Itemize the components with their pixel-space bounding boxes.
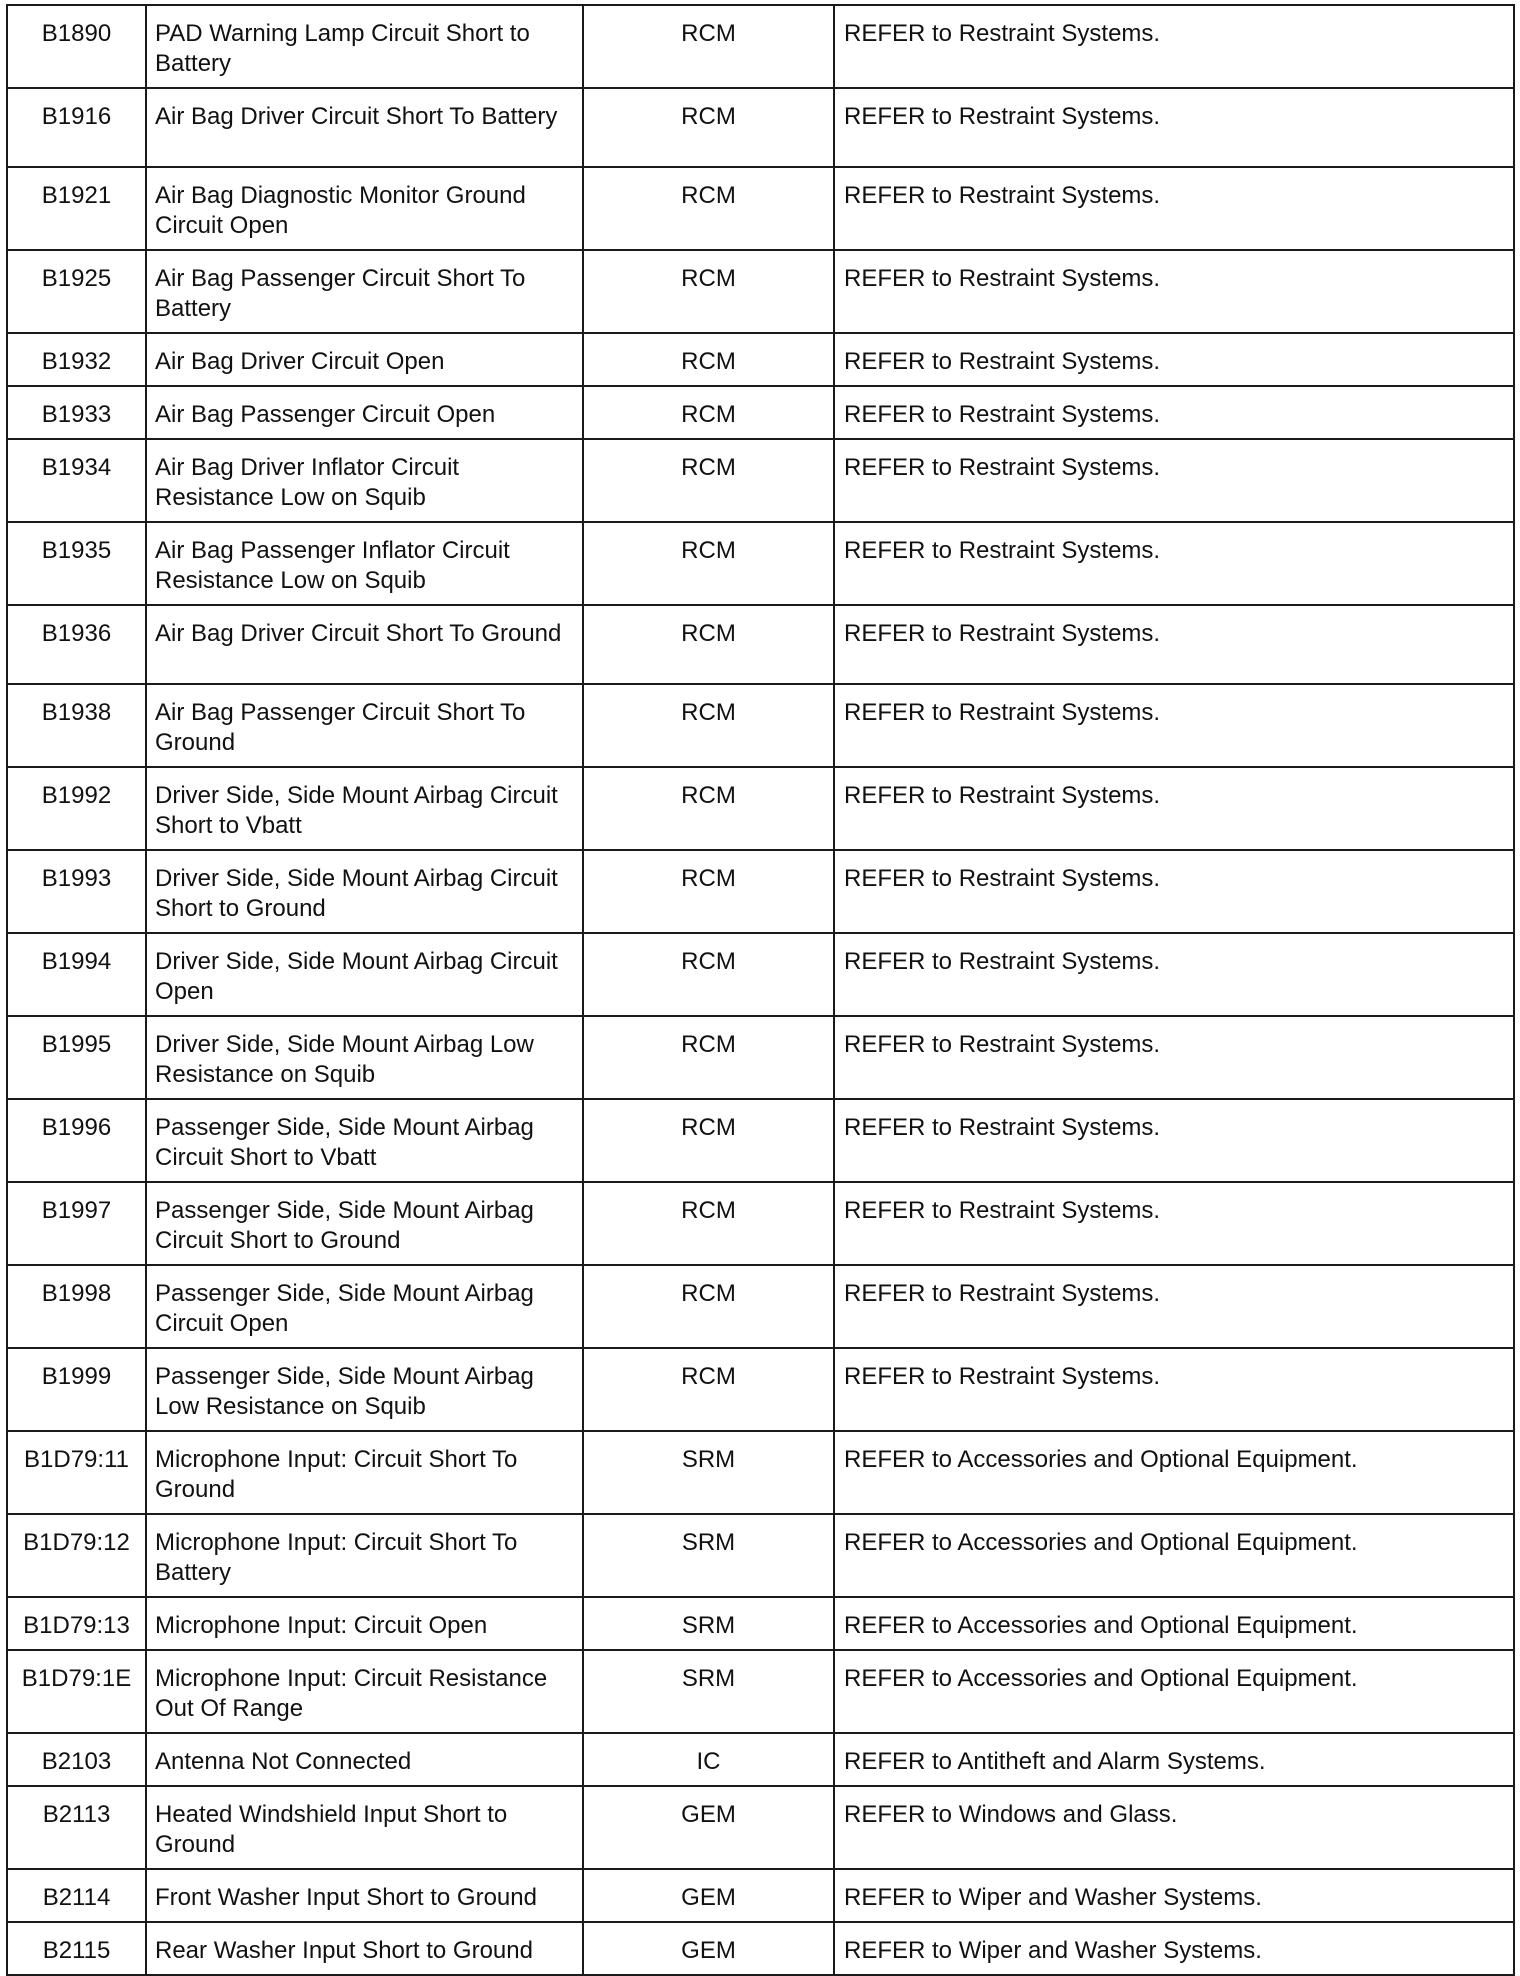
dtc-code: B1992 <box>7 767 146 850</box>
dtc-description: Air Bag Driver Inflator Circuit Resistance Low on Squib <box>146 439 583 522</box>
dtc-action: REFER to Restraint Systems. <box>834 1265 1514 1348</box>
dtc-description: Driver Side, Side Mount Airbag Circuit Short to Ground <box>146 850 583 933</box>
table-row <box>7 1597 1514 1650</box>
dtc-code: B1933 <box>7 386 146 439</box>
dtc-action: REFER to Restraint Systems. <box>834 767 1514 850</box>
dtc-action: REFER to Restraint Systems. <box>834 439 1514 522</box>
dtc-description: Passenger Side, Side Mount Airbag Circuit Short to Ground <box>146 1182 583 1265</box>
dtc-action: REFER to Restraint Systems. <box>834 1099 1514 1182</box>
dtc-module: RCM <box>583 1182 834 1265</box>
dtc-code: B2113 <box>7 1786 146 1869</box>
dtc-table <box>6 4 1515 1976</box>
dtc-table-page <box>6 4 1513 1964</box>
dtc-module: RCM <box>583 767 834 850</box>
dtc-description: Microphone Input: Circuit Short To Battery <box>146 1514 583 1597</box>
dtc-module: RCM <box>583 1099 834 1182</box>
dtc-code: B2115 <box>7 1922 146 1975</box>
dtc-action: REFER to Antitheft and Alarm Systems. <box>834 1733 1514 1786</box>
dtc-code: B2114 <box>7 1869 146 1922</box>
dtc-module: SRM <box>583 1650 834 1733</box>
table-row <box>7 933 1514 1016</box>
table-row <box>7 5 1514 88</box>
dtc-code: B1D79:13 <box>7 1597 146 1650</box>
dtc-module: GEM <box>583 1922 834 1975</box>
dtc-action: REFER to Restraint Systems. <box>834 88 1514 167</box>
dtc-module: RCM <box>583 5 834 88</box>
dtc-code: B1D79:11 <box>7 1431 146 1514</box>
dtc-module: RCM <box>583 1348 834 1431</box>
dtc-description: Driver Side, Side Mount Airbag Circuit Open <box>146 933 583 1016</box>
table-row <box>7 1650 1514 1733</box>
table-row <box>7 1348 1514 1431</box>
table-row <box>7 1099 1514 1182</box>
dtc-code: B1916 <box>7 88 146 167</box>
dtc-description: Heated Windshield Input Short to Ground <box>146 1786 583 1869</box>
dtc-code: B1993 <box>7 850 146 933</box>
table-row <box>7 605 1514 684</box>
dtc-module: GEM <box>583 1869 834 1922</box>
dtc-code: B1890 <box>7 5 146 88</box>
dtc-code: B1995 <box>7 1016 146 1099</box>
dtc-code: B1935 <box>7 522 146 605</box>
dtc-description: Air Bag Passenger Circuit Short To Battery <box>146 250 583 333</box>
dtc-code: B1934 <box>7 439 146 522</box>
dtc-action: REFER to Accessories and Optional Equipment. <box>834 1431 1514 1514</box>
table-row <box>7 767 1514 850</box>
dtc-code: B1999 <box>7 1348 146 1431</box>
dtc-action: REFER to Restraint Systems. <box>834 684 1514 767</box>
dtc-module: SRM <box>583 1597 834 1650</box>
dtc-module: RCM <box>583 1016 834 1099</box>
dtc-description: Air Bag Driver Circuit Short To Ground <box>146 605 583 684</box>
table-row <box>7 167 1514 250</box>
dtc-module: IC <box>583 1733 834 1786</box>
dtc-action: REFER to Restraint Systems. <box>834 5 1514 88</box>
table-row <box>7 439 1514 522</box>
dtc-action: REFER to Wiper and Washer Systems. <box>834 1922 1514 1975</box>
dtc-code: B1921 <box>7 167 146 250</box>
dtc-action: REFER to Wiper and Washer Systems. <box>834 1869 1514 1922</box>
dtc-description: Air Bag Passenger Inflator Circuit Resistance Low on Squib <box>146 522 583 605</box>
dtc-module: RCM <box>583 1265 834 1348</box>
dtc-code: B1996 <box>7 1099 146 1182</box>
table-row <box>7 1016 1514 1099</box>
table-row <box>7 333 1514 386</box>
table-row <box>7 386 1514 439</box>
table-row <box>7 1431 1514 1514</box>
dtc-action: REFER to Restraint Systems. <box>834 250 1514 333</box>
dtc-description: Rear Washer Input Short to Ground <box>146 1922 583 1975</box>
dtc-action: REFER to Restraint Systems. <box>834 933 1514 1016</box>
dtc-action: REFER to Restraint Systems. <box>834 1348 1514 1431</box>
dtc-action: REFER to Accessories and Optional Equipment. <box>834 1597 1514 1650</box>
dtc-module: RCM <box>583 684 834 767</box>
dtc-module: RCM <box>583 605 834 684</box>
dtc-module: RCM <box>583 167 834 250</box>
dtc-action: REFER to Accessories and Optional Equipment. <box>834 1650 1514 1733</box>
table-row <box>7 850 1514 933</box>
dtc-description: Driver Side, Side Mount Airbag Circuit Short to Vbatt <box>146 767 583 850</box>
dtc-description: Microphone Input: Circuit Resistance Out Of Range <box>146 1650 583 1733</box>
dtc-code: B1D79:1E <box>7 1650 146 1733</box>
dtc-action: REFER to Restraint Systems. <box>834 1182 1514 1265</box>
dtc-description: Antenna Not Connected <box>146 1733 583 1786</box>
table-row <box>7 684 1514 767</box>
table-row <box>7 250 1514 333</box>
table-row <box>7 1922 1514 1975</box>
dtc-action: REFER to Restraint Systems. <box>834 167 1514 250</box>
dtc-description: Passenger Side, Side Mount Airbag Low Resistance on Squib <box>146 1348 583 1431</box>
dtc-description: Air Bag Diagnostic Monitor Ground Circuit Open <box>146 167 583 250</box>
table-row <box>7 1182 1514 1265</box>
dtc-description: Air Bag Passenger Circuit Short To Ground <box>146 684 583 767</box>
dtc-action: REFER to Windows and Glass. <box>834 1786 1514 1869</box>
dtc-action: REFER to Restraint Systems. <box>834 386 1514 439</box>
dtc-code: B1938 <box>7 684 146 767</box>
dtc-description: Passenger Side, Side Mount Airbag Circuit Short to Vbatt <box>146 1099 583 1182</box>
dtc-action: REFER to Accessories and Optional Equipment. <box>834 1514 1514 1597</box>
dtc-module: SRM <box>583 1514 834 1597</box>
dtc-module: RCM <box>583 850 834 933</box>
dtc-action: REFER to Restraint Systems. <box>834 333 1514 386</box>
table-row <box>7 1786 1514 1869</box>
dtc-description: Driver Side, Side Mount Airbag Low Resistance on Squib <box>146 1016 583 1099</box>
dtc-description: Microphone Input: Circuit Short To Ground <box>146 1431 583 1514</box>
dtc-description: Passenger Side, Side Mount Airbag Circuit Open <box>146 1265 583 1348</box>
dtc-description: Front Washer Input Short to Ground <box>146 1869 583 1922</box>
table-row <box>7 522 1514 605</box>
dtc-code: B2103 <box>7 1733 146 1786</box>
dtc-description: Air Bag Driver Circuit Open <box>146 333 583 386</box>
dtc-code: B1932 <box>7 333 146 386</box>
dtc-module: RCM <box>583 522 834 605</box>
dtc-module: RCM <box>583 386 834 439</box>
dtc-code: B1998 <box>7 1265 146 1348</box>
table-row <box>7 88 1514 167</box>
dtc-module: SRM <box>583 1431 834 1514</box>
dtc-description: Air Bag Passenger Circuit Open <box>146 386 583 439</box>
dtc-code: B1997 <box>7 1182 146 1265</box>
dtc-description: Air Bag Driver Circuit Short To Battery <box>146 88 583 167</box>
table-row <box>7 1514 1514 1597</box>
dtc-code: B1994 <box>7 933 146 1016</box>
dtc-description: Microphone Input: Circuit Open <box>146 1597 583 1650</box>
dtc-module: RCM <box>583 933 834 1016</box>
table-row <box>7 1265 1514 1348</box>
dtc-module: RCM <box>583 439 834 522</box>
dtc-description: PAD Warning Lamp Circuit Short to Battery <box>146 5 583 88</box>
dtc-module: RCM <box>583 250 834 333</box>
table-row <box>7 1869 1514 1922</box>
dtc-action: REFER to Restraint Systems. <box>834 1016 1514 1099</box>
dtc-action: REFER to Restraint Systems. <box>834 850 1514 933</box>
dtc-code: B1936 <box>7 605 146 684</box>
dtc-module: RCM <box>583 88 834 167</box>
dtc-action: REFER to Restraint Systems. <box>834 605 1514 684</box>
dtc-code: B1D79:12 <box>7 1514 146 1597</box>
dtc-code: B1925 <box>7 250 146 333</box>
dtc-module: RCM <box>583 333 834 386</box>
table-row <box>7 1733 1514 1786</box>
dtc-table-body <box>7 5 1514 1975</box>
dtc-module: GEM <box>583 1786 834 1869</box>
dtc-action: REFER to Restraint Systems. <box>834 522 1514 605</box>
